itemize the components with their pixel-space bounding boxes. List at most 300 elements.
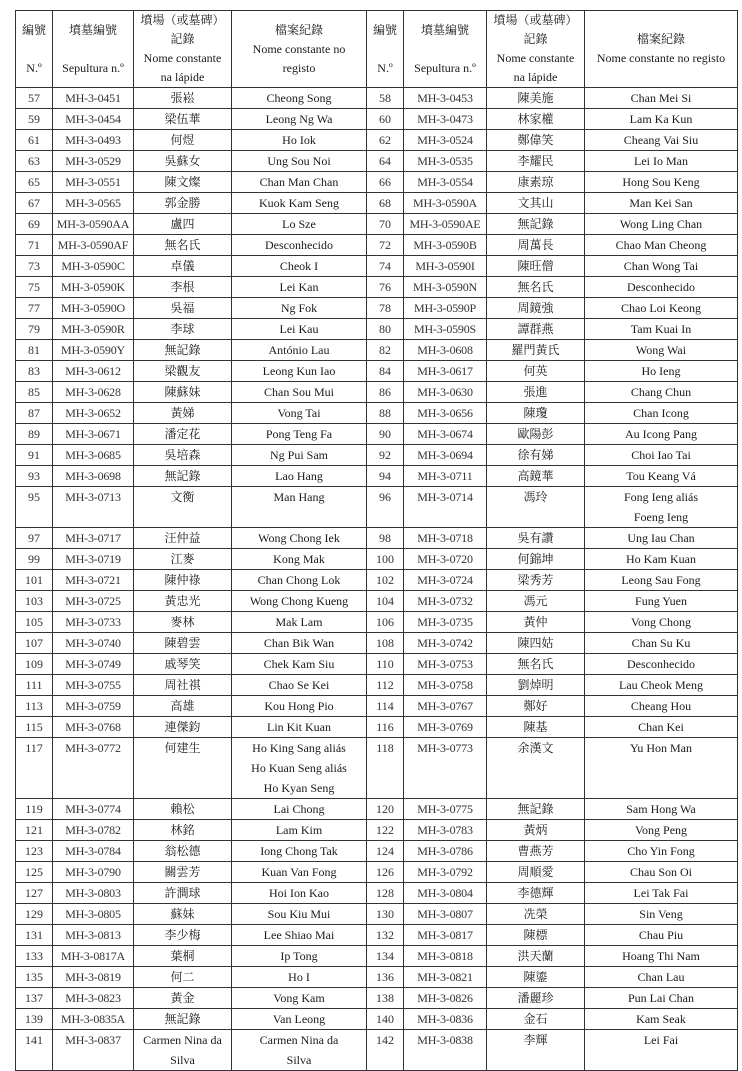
record-name-line: Yu Hon Man <box>630 741 692 755</box>
record-name-cell <box>585 151 738 172</box>
table-row <box>16 528 738 549</box>
record-name-cell <box>232 340 367 361</box>
record-name-line: Sin Veng <box>639 907 683 921</box>
tomb-name-cell: 洪天蘭 <box>487 946 585 967</box>
tomb-name-cell: 吳培森 <box>134 445 232 466</box>
record-name-cell <box>585 591 738 612</box>
row-number-cell: 84 <box>367 361 404 382</box>
record-name-cell <box>585 88 738 109</box>
tomb-name-cell: 吳福 <box>134 298 232 319</box>
grave-number-cell: MH-3-0674 <box>404 424 487 445</box>
row-number-cell: 90 <box>367 424 404 445</box>
row-number-cell: 110 <box>367 654 404 675</box>
record-name-line: Lei Io Man <box>634 154 688 168</box>
tomb-name-cell: 李球 <box>134 319 232 340</box>
row-number-cell: 99 <box>16 549 53 570</box>
table-row <box>16 235 738 256</box>
row-number-cell: 111 <box>16 675 53 696</box>
record-name-line: Kam Seak <box>636 1012 686 1026</box>
grave-number-cell: MH-3-0758 <box>404 675 487 696</box>
record-name-cell <box>585 988 738 1009</box>
grave-number-cell: MH-3-0652 <box>53 403 134 424</box>
table-row <box>16 214 738 235</box>
grave-number-cell: MH-3-0835A <box>53 1009 134 1030</box>
record-name-line: Sou Kiu Mui <box>267 907 331 921</box>
grave-number-cell: MH-3-0590A <box>404 193 487 214</box>
row-number-cell: 132 <box>367 925 404 946</box>
record-name-cell <box>232 130 367 151</box>
grave-number-cell: MH-3-0818 <box>404 946 487 967</box>
table-row <box>16 298 738 319</box>
row-number-cell: 64 <box>367 151 404 172</box>
tomb-name-cell: 歐陽彭 <box>487 424 585 445</box>
record-name-line: Pun Lai Chan <box>628 991 694 1005</box>
grave-number-cell: MH-3-0685 <box>53 445 134 466</box>
record-name-line: Carmen Nina da <box>259 1033 339 1047</box>
grave-number-cell: MH-3-0823 <box>53 988 134 1009</box>
record-name-line: Chao Loi Keong <box>621 301 701 315</box>
record-name-line: Silva <box>286 1053 312 1067</box>
record-name-cell <box>585 633 738 654</box>
record-name-cell <box>232 799 367 820</box>
record-name-line: Man Hang <box>273 490 325 504</box>
table-row <box>16 799 738 820</box>
grave-number-cell: MH-3-0742 <box>404 633 487 654</box>
record-name-line: Vong Tai <box>277 406 321 420</box>
row-number-cell: 137 <box>16 988 53 1009</box>
tomb-name-cell: 何錦坤 <box>487 549 585 570</box>
table-row <box>16 904 738 925</box>
grave-number-cell: MH-3-0721 <box>53 570 134 591</box>
tomb-name-cell: 鄭好 <box>487 696 585 717</box>
record-name-cell <box>232 675 367 696</box>
row-number-cell: 69 <box>16 214 53 235</box>
tomb-name-cell: 陳碧雲 <box>134 633 232 654</box>
table-row <box>16 841 738 862</box>
tomb-name-cell: 潘麗珍 <box>487 988 585 1009</box>
record-name-line: Wong Chong Iek <box>258 531 340 545</box>
record-name-line: Lo Sze <box>282 217 316 231</box>
row-number-cell: 96 <box>367 487 404 528</box>
tomb-name-cell: 賴松 <box>134 799 232 820</box>
table-row <box>16 193 738 214</box>
grave-number-cell: MH-3-0773 <box>404 738 487 799</box>
table-row <box>16 424 738 445</box>
row-number-cell: 98 <box>367 528 404 549</box>
record-name-line: Chau Piu <box>638 928 684 942</box>
tomb-name-cell: 李耀民 <box>487 151 585 172</box>
grave-number-cell: MH-3-0453 <box>404 88 487 109</box>
header-record-name: 檔案紀錄 Nome constante no registo <box>232 11 367 88</box>
table-row <box>16 403 738 424</box>
tomb-name-cell: 汪仲益 <box>134 528 232 549</box>
row-number-cell: 112 <box>367 675 404 696</box>
record-name-line: Ho I <box>288 970 310 984</box>
row-number-cell: 142 <box>367 1030 404 1071</box>
grave-number-cell: MH-3-0784 <box>53 841 134 862</box>
grave-number-cell: MH-3-0590B <box>404 235 487 256</box>
record-name-cell <box>232 549 367 570</box>
row-number-cell: 127 <box>16 883 53 904</box>
record-name-cell <box>232 445 367 466</box>
record-name-line: Cheang Vai Siu <box>623 133 699 147</box>
row-number-cell: 108 <box>367 633 404 654</box>
record-name-line: Ho Iok <box>282 133 316 147</box>
record-name-cell <box>232 696 367 717</box>
row-number-cell: 97 <box>16 528 53 549</box>
tomb-name-cell: 關雲芳 <box>134 862 232 883</box>
record-name-line: Pong Teng Fa <box>265 427 333 441</box>
record-name-cell <box>585 424 738 445</box>
tomb-name-cell: 麥林 <box>134 612 232 633</box>
record-name-line: Cheang Hou <box>630 699 692 713</box>
row-number-cell: 115 <box>16 717 53 738</box>
record-name-cell <box>232 570 367 591</box>
record-name-cell <box>585 654 738 675</box>
record-name-cell <box>232 214 367 235</box>
grave-number-cell: MH-3-0759 <box>53 696 134 717</box>
table-row <box>16 466 738 487</box>
row-number-cell: 134 <box>367 946 404 967</box>
record-name-line: Hoang Thi Nam <box>622 949 700 963</box>
record-name-line: Lee Shiao Mai <box>263 928 335 942</box>
grave-number-cell: MH-3-0451 <box>53 88 134 109</box>
tomb-name-cell: 黃仲 <box>487 612 585 633</box>
row-number-cell: 139 <box>16 1009 53 1030</box>
table-row <box>16 738 738 799</box>
record-name-line: Chao Man Cheong <box>615 238 707 252</box>
record-name-cell <box>585 340 738 361</box>
grave-number-cell: MH-3-0590C <box>53 256 134 277</box>
row-number-cell: 123 <box>16 841 53 862</box>
record-name-cell <box>585 466 738 487</box>
record-name-line: Chan Mei Si <box>630 91 692 105</box>
record-name-line: Wong Chong Kueng <box>249 594 349 608</box>
record-name-cell <box>585 696 738 717</box>
grave-number-cell: MH-3-0524 <box>404 130 487 151</box>
row-number-cell: 68 <box>367 193 404 214</box>
tomb-name-cell: 葉桐 <box>134 946 232 967</box>
header-tomb-name: 墳場（或墓碑）記錄 Nome constante na lápide <box>487 11 585 88</box>
row-number-cell: 85 <box>16 382 53 403</box>
record-name-line: Chau Son Oi <box>629 865 692 879</box>
record-name-line: Lin Kit Kuan <box>267 720 331 734</box>
table-row <box>16 1009 738 1030</box>
record-name-line: Leong Ng Wa <box>265 112 333 126</box>
grave-number-cell: MH-3-0554 <box>404 172 487 193</box>
tomb-name-cell: 連傑鈞 <box>134 717 232 738</box>
record-name-line: Tou Keang Vá <box>626 469 696 483</box>
record-name-cell <box>232 841 367 862</box>
tomb-name-cell: 何建生 <box>134 738 232 799</box>
table-row <box>16 696 738 717</box>
table-row <box>16 382 738 403</box>
grave-number-cell: MH-3-0590AA <box>53 214 134 235</box>
row-number-cell: 101 <box>16 570 53 591</box>
tomb-name-cell: 無名氏 <box>487 277 585 298</box>
tomb-name-cell: 金石 <box>487 1009 585 1030</box>
tomb-name-cell: 周鏡強 <box>487 298 585 319</box>
tomb-name-cell: 黃娣 <box>134 403 232 424</box>
tomb-name-cell: 陳鎏 <box>487 967 585 988</box>
record-name-line: Lei Fai <box>643 1033 679 1047</box>
record-name-line: Ng Pui Sam <box>269 448 328 462</box>
record-name-line: Wong Wai <box>635 343 687 357</box>
tomb-name-cell: 無記錄 <box>134 1009 232 1030</box>
record-name-line: Foeng Ieng <box>633 510 689 524</box>
record-name-cell <box>585 675 738 696</box>
header-no: 編號 N.º <box>367 11 404 88</box>
record-name-cell <box>232 403 367 424</box>
record-name-line: Lam Kim <box>275 823 323 837</box>
grave-number-cell: MH-3-0590Y <box>53 340 134 361</box>
grave-number-cell: MH-3-0718 <box>404 528 487 549</box>
row-number-cell: 102 <box>367 570 404 591</box>
grave-number-cell: MH-3-0749 <box>53 654 134 675</box>
grave-number-cell: MH-3-0755 <box>53 675 134 696</box>
row-number-cell: 57 <box>16 88 53 109</box>
record-name-cell <box>232 277 367 298</box>
row-number-cell: 106 <box>367 612 404 633</box>
tomb-name-cell: 文其山 <box>487 193 585 214</box>
grave-number-cell: MH-3-0713 <box>53 487 134 528</box>
grave-number-cell: MH-3-0724 <box>404 570 487 591</box>
table-row <box>16 820 738 841</box>
table-body <box>16 88 738 1071</box>
record-name-cell <box>232 172 367 193</box>
grave-number-cell: MH-3-0628 <box>53 382 134 403</box>
tomb-name-line: Carmen Nina da <box>143 1033 222 1047</box>
row-number-cell: 88 <box>367 403 404 424</box>
tomb-name-cell: 陳標 <box>487 925 585 946</box>
record-name-cell <box>232 1009 367 1030</box>
record-name-cell <box>232 820 367 841</box>
record-name-line: Chan Man Chan <box>259 175 339 189</box>
table-row <box>16 675 738 696</box>
row-number-cell: 92 <box>367 445 404 466</box>
record-name-cell <box>232 738 367 799</box>
row-number-cell: 86 <box>367 382 404 403</box>
grave-number-cell: MH-3-0698 <box>53 466 134 487</box>
row-number-cell: 140 <box>367 1009 404 1030</box>
record-name-cell <box>585 193 738 214</box>
grave-number-cell: MH-3-0473 <box>404 109 487 130</box>
row-number-cell: 126 <box>367 862 404 883</box>
grave-number-cell: MH-3-0740 <box>53 633 134 654</box>
grave-number-cell: MH-3-0565 <box>53 193 134 214</box>
tomb-name-cell: 冼榮 <box>487 904 585 925</box>
row-number-cell: 118 <box>367 738 404 799</box>
row-number-cell: 87 <box>16 403 53 424</box>
row-number-cell: 130 <box>367 904 404 925</box>
record-name-line: Hong Sou Keng <box>622 175 700 189</box>
record-name-cell <box>585 235 738 256</box>
grave-number-cell: MH-3-0790 <box>53 862 134 883</box>
row-number-cell: 75 <box>16 277 53 298</box>
tomb-name-cell: 黃炳 <box>487 820 585 841</box>
row-number-cell: 74 <box>367 256 404 277</box>
record-name-line: Man Kei San <box>629 196 693 210</box>
row-number-cell: 94 <box>367 466 404 487</box>
tomb-name-cell: 無名氏 <box>134 235 232 256</box>
grave-number-cell: MH-3-0725 <box>53 591 134 612</box>
record-name-line: Ip Tong <box>280 949 318 963</box>
record-name-line: Kou Hong Pio <box>264 699 334 713</box>
record-name-line: Wong Ling Chan <box>619 217 703 231</box>
grave-number-cell: MH-3-0551 <box>53 172 134 193</box>
grave-number-cell: MH-3-0590AF <box>53 235 134 256</box>
tomb-name-cell: 文衡 <box>134 487 232 528</box>
record-name-cell <box>585 799 738 820</box>
record-name-cell <box>585 570 738 591</box>
record-name-cell <box>585 1030 738 1071</box>
table-row <box>16 88 738 109</box>
tomb-name-cell: 無記錄 <box>134 466 232 487</box>
grave-number-cell: MH-3-0767 <box>404 696 487 717</box>
grave-number-cell: MH-3-0782 <box>53 820 134 841</box>
row-number-cell: 66 <box>367 172 404 193</box>
tomb-name-cell: 林銘 <box>134 820 232 841</box>
grave-number-cell: MH-3-0590O <box>53 298 134 319</box>
record-name-cell <box>232 633 367 654</box>
row-number-cell: 58 <box>367 88 404 109</box>
tomb-name-cell: 周萬長 <box>487 235 585 256</box>
row-number-cell: 104 <box>367 591 404 612</box>
record-name-line: Vong Peng <box>634 823 688 837</box>
record-name-cell <box>232 862 367 883</box>
record-name-line: Chan Sou Mui <box>263 385 334 399</box>
table-row <box>16 612 738 633</box>
table-row <box>16 130 738 151</box>
record-name-cell <box>585 883 738 904</box>
record-name-line: Fung Yuen <box>635 594 687 608</box>
tomb-name-line: Silva <box>170 1053 195 1067</box>
grave-number-cell: MH-3-0753 <box>404 654 487 675</box>
tomb-name-cell: 陳瓊 <box>487 403 585 424</box>
row-number-cell: 136 <box>367 967 404 988</box>
tomb-name-cell: 潘定花 <box>134 424 232 445</box>
grave-number-cell: MH-3-0821 <box>404 967 487 988</box>
grave-number-cell: MH-3-0837 <box>53 1030 134 1071</box>
record-name-line: Cho Yin Fong <box>627 844 695 858</box>
row-number-cell: 61 <box>16 130 53 151</box>
row-number-cell: 73 <box>16 256 53 277</box>
row-number-cell: 105 <box>16 612 53 633</box>
grave-number-cell: MH-3-0819 <box>53 967 134 988</box>
record-name-cell <box>232 298 367 319</box>
grave-number-cell: MH-3-0590AE <box>404 214 487 235</box>
record-name-cell <box>232 988 367 1009</box>
grave-number-cell: MH-3-0733 <box>53 612 134 633</box>
record-name-line: Chan Bik Wan <box>263 636 335 650</box>
table-row <box>16 717 738 738</box>
record-name-line: Choi Iao Tai <box>631 448 691 462</box>
row-number-cell: 71 <box>16 235 53 256</box>
record-name-line: Au Icong Pang <box>625 427 697 441</box>
tomb-name-cell: 何英 <box>487 361 585 382</box>
record-name-cell <box>232 654 367 675</box>
record-name-cell <box>585 925 738 946</box>
record-name-cell <box>585 841 738 862</box>
record-name-cell <box>232 235 367 256</box>
row-number-cell: 95 <box>16 487 53 528</box>
tomb-name-cell: 劉焯明 <box>487 675 585 696</box>
record-name-cell <box>232 361 367 382</box>
record-name-cell <box>585 487 738 528</box>
header-row <box>16 11 738 88</box>
tomb-name-cell: 黃金 <box>134 988 232 1009</box>
tomb-name-cell: 無記錄 <box>487 214 585 235</box>
record-name-cell <box>585 717 738 738</box>
row-number-cell: 117 <box>16 738 53 799</box>
record-name-line: Kong Mak <box>273 552 325 566</box>
record-name-line: Lei Kau <box>279 322 319 336</box>
tomb-name-cell: 陳基 <box>487 717 585 738</box>
table-row <box>16 946 738 967</box>
record-name-line: Iong Chong Tak <box>260 844 338 858</box>
row-number-cell: 133 <box>16 946 53 967</box>
record-name-cell <box>232 591 367 612</box>
table-row <box>16 319 738 340</box>
grave-number-cell: MH-3-0590K <box>53 277 134 298</box>
record-name-cell <box>232 424 367 445</box>
grave-number-cell: MH-3-0804 <box>404 883 487 904</box>
grave-number-cell: MH-3-0813 <box>53 925 134 946</box>
row-number-cell: 141 <box>16 1030 53 1071</box>
record-name-cell <box>232 382 367 403</box>
grave-number-cell: MH-3-0775 <box>404 799 487 820</box>
record-name-cell <box>585 298 738 319</box>
grave-number-cell: MH-3-0817 <box>404 925 487 946</box>
record-name-line: Ho King Sang aliás <box>252 741 346 755</box>
tomb-name-cell: 李根 <box>134 277 232 298</box>
record-name-cell <box>585 130 738 151</box>
tomb-name-cell: 梁觀友 <box>134 361 232 382</box>
record-name-line: Chao Se Kei <box>268 678 330 692</box>
grave-number-cell: MH-3-0493 <box>53 130 134 151</box>
record-name-cell <box>232 925 367 946</box>
record-name-cell <box>232 256 367 277</box>
tomb-name-cell: 吳有讚 <box>487 528 585 549</box>
record-name-line: Chan Icong <box>633 406 689 420</box>
row-number-cell: 122 <box>367 820 404 841</box>
row-number-cell: 80 <box>367 319 404 340</box>
record-name-line: Ho Kuan Seng aliás <box>251 761 347 775</box>
record-name-line: Chan Chong Lok <box>257 573 341 587</box>
record-name-line: Chan Kei <box>638 720 684 734</box>
grave-number-cell: MH-3-0656 <box>404 403 487 424</box>
record-name-cell <box>585 738 738 799</box>
record-name-line: Fong Ieng aliás <box>624 490 698 504</box>
table-row <box>16 633 738 654</box>
row-number-cell: 116 <box>367 717 404 738</box>
row-number-cell: 100 <box>367 549 404 570</box>
table-row <box>16 654 738 675</box>
table-row <box>16 549 738 570</box>
tomb-name-cell: 卓儀 <box>134 256 232 277</box>
record-name-cell <box>585 528 738 549</box>
row-number-cell: 129 <box>16 904 53 925</box>
grave-number-cell: MH-3-0590R <box>53 319 134 340</box>
tomb-name-cell: 吳蘇女 <box>134 151 232 172</box>
tomb-name-cell: 林家權 <box>487 109 585 130</box>
record-name-line: Ho Kyan Seng <box>263 781 335 795</box>
tomb-name-cell: 高雄 <box>134 696 232 717</box>
record-name-cell <box>232 151 367 172</box>
record-name-cell <box>585 361 738 382</box>
row-number-cell: 83 <box>16 361 53 382</box>
row-number-cell: 82 <box>367 340 404 361</box>
